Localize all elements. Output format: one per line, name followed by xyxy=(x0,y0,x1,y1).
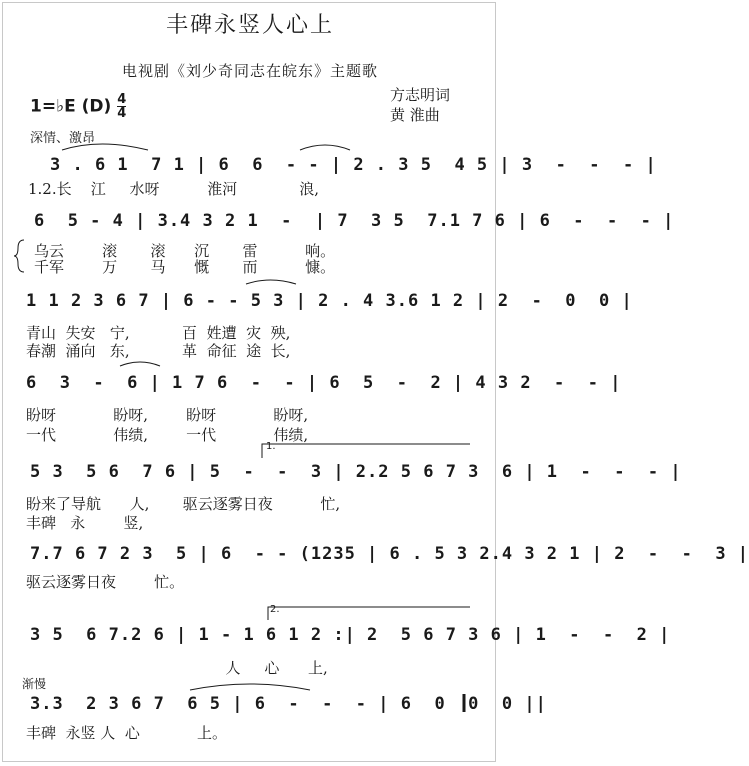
notation-row-3: 1 1 2 3 6 7 | 6 - - 5 3 | 2 . 4 3.6 1 2 | 2 - 0 0 | xyxy=(26,291,633,311)
key-text: 1=♭E (D) xyxy=(30,96,112,117)
song-subtitle: 电视剧《刘少奇同志在皖东》主题歌 xyxy=(121,62,378,80)
ritardando-mark: 渐慢 xyxy=(22,677,47,691)
lyric-row-6: 驱云逐雾日夜 忙。 xyxy=(26,573,185,591)
lyric-row-7: 人 心 上, xyxy=(30,659,328,677)
time-signature xyxy=(117,93,126,120)
tempo-mark: 深情、激昂 xyxy=(30,131,96,146)
notation-row-4: 6 3 - 6 | 1 7 6 - - | 6 5 - 2 | 4 3 2 - - | xyxy=(26,373,622,393)
lyric-row-3a: 青山 失安 宁, 百 姓遭 灾 殃, xyxy=(26,324,291,342)
lyric-row-4a: 盼呀 盼呀, 盼呀 盼呀, xyxy=(26,406,309,424)
notation-row-6: 7.7 6 7 2 3 5 | 6 - - (1235 | 6 . 5 3 2.4 3 2 1 | 2 - - 3 | xyxy=(30,544,749,564)
volta-1-label: 1. xyxy=(266,441,276,452)
lyric-row-4b: 一代 伟绩, 一代 伟绩, xyxy=(26,426,309,444)
notation-row-8: 3.3 2 3 6 7 6 5 | 6 - - - | 6 0 0 0 || xyxy=(30,694,547,714)
lyric-row-3b: 春潮 涌向 东, 革 命征 途 长, xyxy=(26,342,291,360)
lyric-row-8: 丰碑 永竖 人 心 上。 xyxy=(26,724,228,742)
notation-row-7: 3 5 6 7.2 6 | 1 - 1 6 1 2 :| 2 5 6 7 3 6 | 1 - - 2 | xyxy=(30,625,671,645)
lyric-row-5a: 盼来了导航 人, 驱云逐雾日夜 忙, xyxy=(26,495,341,513)
lyricist-credit: 方志明词 xyxy=(390,86,451,104)
time-denominator: 4 xyxy=(117,106,127,121)
lyric-row-1: 1.2.长 江 水呀 淮河 浪, xyxy=(28,180,319,198)
composer-credit: 黄 淮曲 xyxy=(390,106,440,124)
lyric-row-2b: 千军 万 马 慨 而 慷。 xyxy=(34,258,336,276)
notation-row-5: 5 3 5 6 7 6 | 5 - - 3 | 2.2 5 6 7 3 6 | 1 - - - | xyxy=(30,462,682,482)
key-signature xyxy=(30,93,126,120)
notation-row-2: 6 5 - 4 | 3.4 3 2 1 - | 7 3 5 7.1 7 6 | 6 - - - | xyxy=(34,211,675,231)
lyric-row-5b: 丰碑 永 竖, xyxy=(26,514,144,532)
time-numerator: 4 xyxy=(117,92,127,107)
notation-row-1: 3 . 6 1 7 1 | 6 6 - - | 2 . 3 5 4 5 | 3 - - - | xyxy=(50,155,657,175)
volta-2-label: 2. xyxy=(270,604,280,615)
song-title: 丰碑永竖人心上 xyxy=(165,13,334,38)
lyric-row-2a: 乌云 滚 滚 沉 雷 响。 xyxy=(34,242,336,260)
